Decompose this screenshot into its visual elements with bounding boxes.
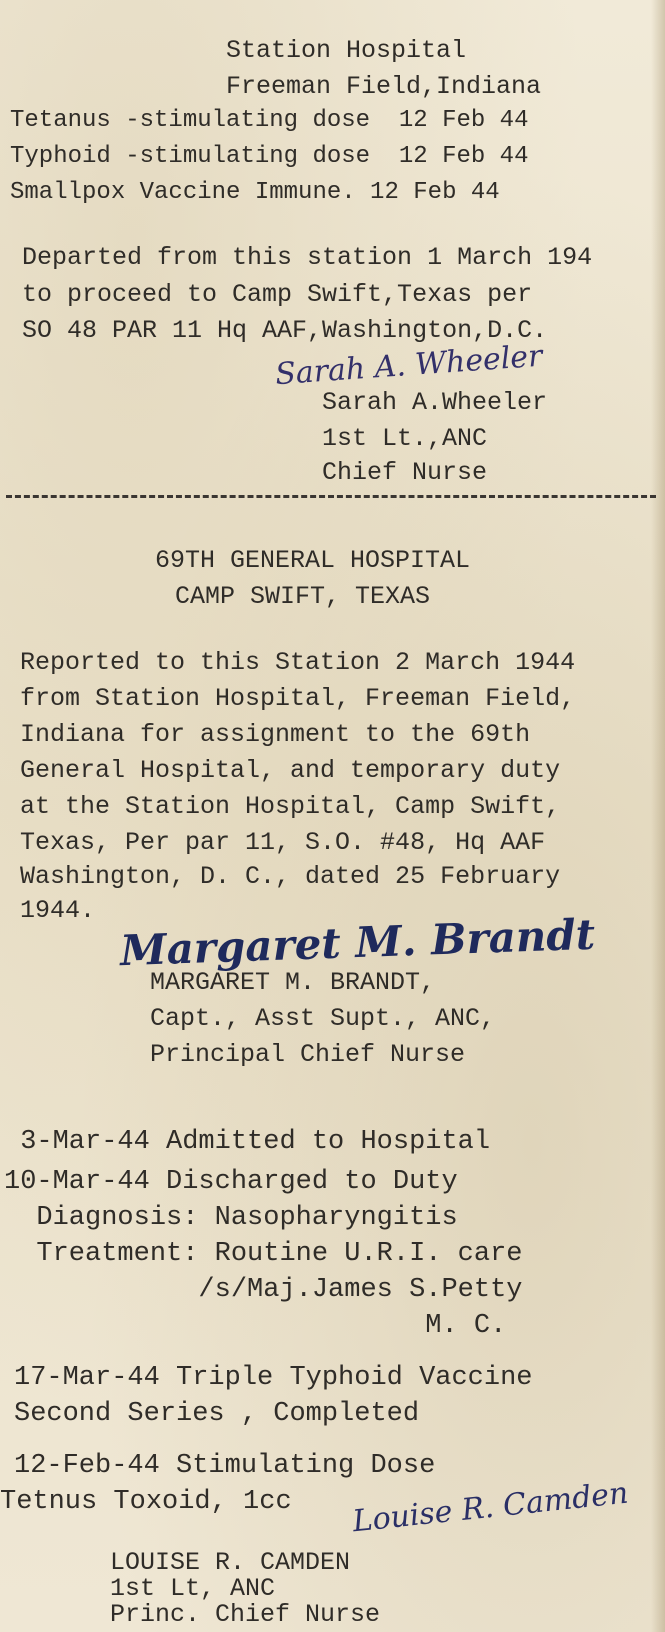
report-line-7: Washington, D. C., dated 25 February (20, 862, 561, 891)
brandt-name: MARGARET M. BRANDT, (150, 968, 436, 997)
diagnosis-line: Diagnosis: Nasopharyngitis (4, 1203, 458, 1233)
report-line-2: from Station Hospital, Freeman Field, (20, 684, 576, 713)
tetanus-toxoid-line-1: 12-Feb-44 Stimulating Dose (14, 1451, 436, 1481)
camden-name: LOUISE R. CAMDEN (110, 1548, 351, 1577)
departure-line-2: to proceed to Camp Swift,Texas per (22, 280, 533, 309)
typhoid-line: Typhoid -stimulating dose 12 Feb 44 (10, 143, 529, 170)
report-line-5: at the Station Hospital, Camp Swift, (20, 792, 561, 821)
camden-title: Princ. Chief Nurse (110, 1600, 381, 1629)
wheeler-rank: 1st Lt.,ANC (322, 424, 488, 453)
treatment-line: Treatment: Routine U.R.I. care (4, 1239, 523, 1269)
admitted-line: 3-Mar-44 Admitted to Hospital (4, 1127, 491, 1157)
station-hospital-title: Station Hospital (226, 36, 467, 65)
wheeler-name: Sarah A.Wheeler (322, 388, 548, 417)
report-line-1: Reported to this Station 2 March 1944 (20, 648, 576, 677)
wheeler-signature: Sarah A. Wheeler (274, 338, 544, 393)
tetanus-line: Tetanus -stimulating dose 12 Feb 44 (10, 107, 529, 134)
brandt-signature: Margaret M. Brandt (119, 909, 596, 976)
tetanus-toxoid-line-2: Tetnus Toxoid, 1cc (0, 1487, 292, 1517)
camden-signature: Louise R. Camden (350, 1475, 630, 1540)
physician-line: /s/Maj.James S.Petty (4, 1275, 523, 1305)
departure-line-1: Departed from this station 1 March 194 (22, 243, 593, 272)
general-hospital-title: 69TH GENERAL HOSPITAL (155, 546, 471, 575)
brandt-rank: Capt., Asst Supt., ANC, (150, 1004, 496, 1033)
smallpox-line: Smallpox Vaccine Immune. 12 Feb 44 (10, 179, 500, 206)
report-line-6: Texas, Per par 11, S.O. #48, Hq AAF (20, 828, 546, 857)
report-line-4: General Hospital, and temporary duty (20, 756, 561, 785)
camden-rank: 1st Lt, ANC (110, 1574, 276, 1603)
typhoid-vaccine-line-1: 17-Mar-44 Triple Typhoid Vaccine (14, 1363, 533, 1393)
brandt-title: Principal Chief Nurse (150, 1040, 466, 1069)
discharged-line: 10-Mar-44 Discharged to Duty (4, 1167, 458, 1197)
camp-swift-location: CAMP SWIFT, TEXAS (175, 582, 431, 611)
physician-corps-line: M. C. (4, 1311, 507, 1341)
report-line-8: 1944. (20, 896, 96, 925)
departure-line-3: SO 48 PAR 11 Hq AAF,Washington,D.C. (22, 316, 548, 345)
typhoid-vaccine-line-2: Second Series , Completed (14, 1399, 420, 1429)
section-divider (6, 495, 656, 498)
page-edge-shadow (651, 0, 665, 1632)
wheeler-title: Chief Nurse (322, 458, 488, 487)
report-line-3: Indiana for assignment to the 69th (20, 720, 531, 749)
station-location: Freeman Field,Indiana (226, 72, 542, 101)
